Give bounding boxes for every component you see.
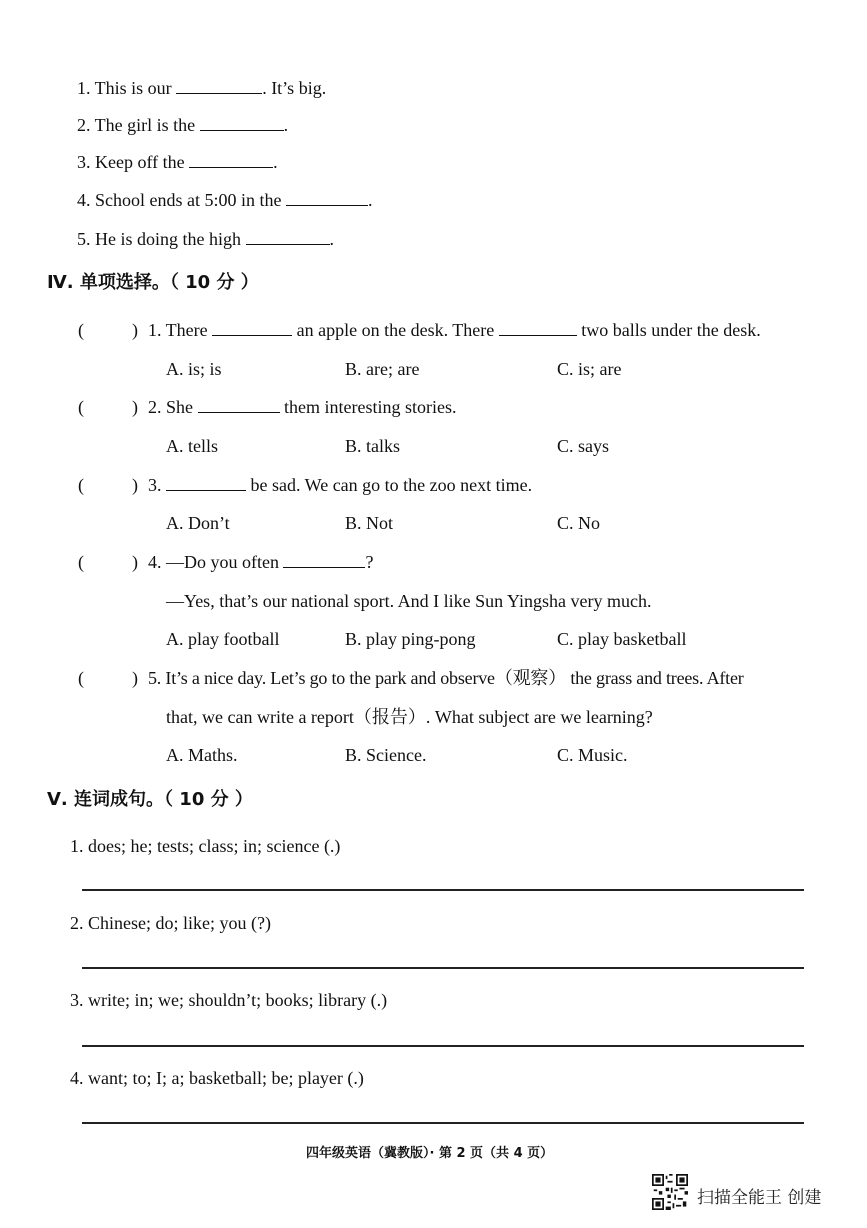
option-c[interactable]: C. Music.: [557, 745, 628, 765]
section-5-title: Ⅴ. 连词成句。（ 10 分 ）: [47, 789, 253, 810]
answer-blank[interactable]: [286, 204, 368, 206]
question-text: an apple on the desk. There: [296, 320, 495, 340]
mc-question-2: [148, 396, 456, 418]
answer-blank[interactable]: [176, 92, 262, 94]
mc-question-5: 5. It’s a nice day. Let’s go to the park and observe（观察） the grass and trees. After: [148, 668, 744, 688]
answer-blank[interactable]: [499, 334, 577, 336]
fill-blank-tail: .: [283, 115, 289, 135]
answer-blank[interactable]: [212, 334, 292, 336]
answer-blank[interactable]: [200, 129, 284, 131]
fill-blank-tail: .: [367, 190, 373, 210]
option-a[interactable]: A. is; is: [166, 359, 222, 379]
question-text: 2. She: [148, 397, 193, 417]
mc-question-3: [148, 474, 532, 496]
fill-blank-text: 5. He is doing the high: [77, 229, 241, 249]
option-a[interactable]: A. tells: [166, 436, 218, 456]
answer-paren-open: (: [78, 475, 84, 495]
answer-blank[interactable]: [189, 166, 273, 168]
fill-blank-3: [77, 151, 278, 173]
word-order-item-3: 3. write; in; we; shouldn’t; books; library (.): [70, 990, 388, 1010]
watermark-text: 扫描全能王 创建: [697, 1188, 822, 1208]
option-b[interactable]: B. Science.: [345, 745, 427, 765]
fill-blank-1: [77, 77, 326, 99]
fill-blank-2: [77, 114, 288, 136]
fill-blank-text: 1. This is our: [77, 78, 172, 98]
answer-paren-close[interactable]: ): [132, 320, 138, 340]
answer-blank[interactable]: [198, 411, 280, 413]
word-order-item-1: 1. does; he; tests; class; in; science (.): [70, 836, 341, 856]
answer-paren-close[interactable]: ): [132, 397, 138, 417]
answer-paren-open: (: [78, 668, 84, 688]
option-c[interactable]: C. is; are: [557, 359, 622, 379]
option-a[interactable]: A. Don’t: [166, 513, 230, 533]
fill-blank-tail: .: [273, 152, 278, 172]
answer-line[interactable]: [82, 1045, 804, 1047]
option-b[interactable]: B. are; are: [345, 359, 420, 379]
answer-blank[interactable]: [246, 243, 330, 245]
option-a[interactable]: A. Maths.: [166, 745, 238, 765]
answer-line[interactable]: [82, 967, 804, 969]
fill-blank-5: [77, 228, 334, 250]
answer-blank[interactable]: [166, 489, 246, 491]
option-b[interactable]: B. talks: [345, 436, 401, 456]
option-c[interactable]: C. play basketball: [557, 629, 687, 649]
mc-question-1: [148, 319, 761, 341]
question-text: 3.: [148, 475, 162, 495]
answer-line[interactable]: [82, 1122, 804, 1124]
mc-question-5-line2: that, we can write a report（报告）. What subject are we learning?: [166, 707, 653, 727]
answer-paren-close[interactable]: ): [132, 475, 138, 495]
option-b[interactable]: B. play ping-pong: [345, 629, 476, 649]
answer-blank[interactable]: [283, 566, 365, 568]
option-a[interactable]: A. play football: [166, 629, 280, 649]
answer-paren-open: (: [78, 397, 84, 417]
question-text: be sad. We can go to the zoo next time.: [250, 475, 533, 495]
fill-blank-text: 4. School ends at 5:00 in the: [77, 190, 282, 210]
fill-blank-tail: .: [329, 229, 334, 249]
question-text: them interesting stories.: [284, 397, 457, 417]
word-order-item-4: 4. want; to; I; a; basketball; be; player (.): [70, 1068, 364, 1088]
word-order-item-2: 2. Chinese; do; like; you (?): [70, 913, 271, 933]
fill-blank-text: 2. The girl is the: [77, 115, 196, 135]
option-c[interactable]: C. says: [557, 436, 610, 456]
answer-paren-open: (: [78, 320, 84, 340]
answer-paren-open: (: [78, 552, 84, 572]
answer-paren-close[interactable]: ): [132, 668, 138, 688]
fill-blank-4: [77, 189, 372, 211]
mc-question-4-reply: —Yes, that’s our national sport. And I like Sun Yingsha very much.: [166, 591, 652, 611]
fill-blank-text: 3. Keep off the: [77, 152, 185, 172]
answer-line[interactable]: [82, 889, 804, 891]
question-text: 4. —Do you often: [148, 552, 279, 572]
qr-code-icon: [652, 1174, 688, 1210]
option-b[interactable]: B. Not: [345, 513, 394, 533]
question-text: 1. There: [148, 320, 208, 340]
fill-blank-tail: . It’s big.: [262, 78, 327, 98]
section-4-title: Ⅳ. 单项选择。（ 10 分 ）: [47, 272, 259, 293]
answer-paren-close[interactable]: ): [132, 552, 138, 572]
question-text: two balls under the desk.: [581, 320, 761, 340]
question-text: ?: [365, 552, 374, 572]
page-footer: 四年级英语（冀教版）· 第 2 页（共 4 页）: [306, 1146, 554, 1161]
mc-question-4: [148, 551, 373, 573]
option-c[interactable]: C. No: [557, 513, 601, 533]
